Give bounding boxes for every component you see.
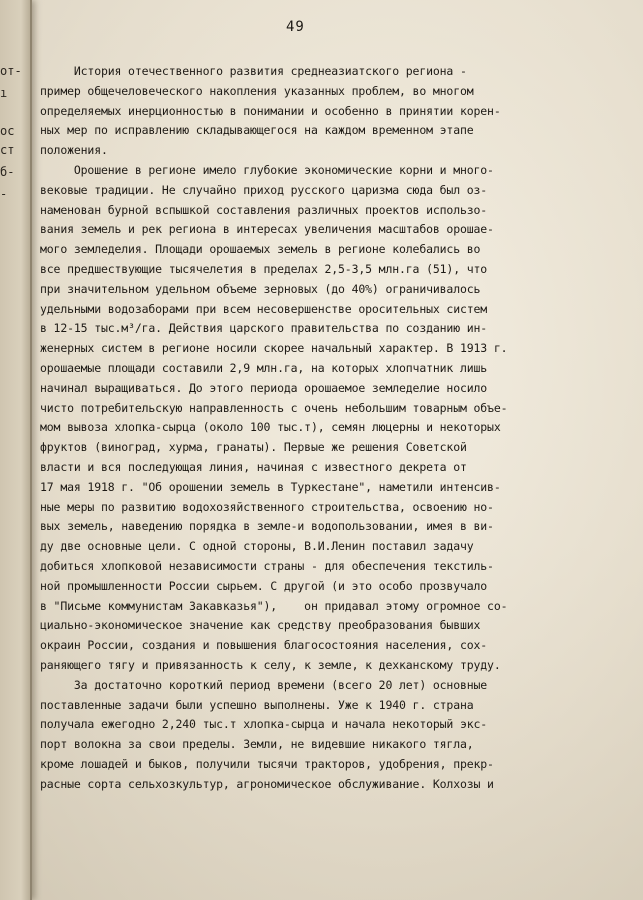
margin-fragment: от- bbox=[0, 64, 22, 78]
text-line: вания земель и рек региона в интересах увеличения масштабов орошае- bbox=[40, 222, 494, 237]
margin-fragment: б- bbox=[0, 165, 15, 179]
text-line: ных мер по исправлению складывающегося на каждом временном этапе bbox=[40, 123, 474, 138]
text-line: фруктов (виноград, хурма, гранаты). Первые же решения Советской bbox=[40, 440, 467, 455]
text-line: История отечественного развития среднеазиатского региона - bbox=[40, 64, 467, 78]
text-line: ду две основные цели. С одной стороны, В.И.Ленин поставил задачу bbox=[40, 539, 474, 554]
text-line: получала ежегодно 2,240 тыс.т хлопка-сырца и начала некоторый экс- bbox=[40, 717, 488, 732]
margin-fragment: ос bbox=[0, 124, 15, 138]
text-line: наменован бурной вспышкой составления различных проектов использо- bbox=[40, 202, 488, 217]
text-line: За достаточно короткий период времени (всего 20 лет) основные bbox=[40, 677, 488, 692]
text-line: начинал выращиваться. До этого периода орошаемое земледелие носило bbox=[40, 380, 488, 395]
text-line: раняющего тягу и привязанность к селу, к земле, к дехканскому труду. bbox=[40, 657, 501, 672]
body-text bbox=[40, 62, 630, 794]
text-line: окраин России, создания и повышения благосостояния населения, сох- bbox=[40, 638, 488, 653]
text-line: удельными водозаборами при всем несовершенстве оросительных систем bbox=[40, 301, 488, 316]
text-line: положения. bbox=[40, 143, 108, 158]
margin-fragment: ст bbox=[0, 143, 15, 157]
text-line: вековые традиции. Не случайно приход русского царизма сюда был оз- bbox=[40, 182, 488, 197]
text-line: все предшествующие тысячелетия в пределах 2,5-3,5 млн.га (51), что bbox=[40, 261, 488, 276]
text-line: циально-экономическое значение как средству преобразования бывших bbox=[40, 618, 481, 633]
text-line: добиться хлопковой независимости страны - для обеспечения текстиль- bbox=[40, 558, 494, 573]
text-line: орошаемые площади составили 2,9 млн.га, на которых хлопчатник лишь bbox=[40, 360, 488, 375]
text-line: 17 мая 1918 г. "Об орошении земель в Туркестане", наметили интенсив- bbox=[40, 479, 501, 494]
margin-fragment: ı bbox=[0, 86, 8, 100]
text-line: ной промышленности России сырьем. С другой (и это особо прозвучало bbox=[40, 578, 488, 593]
text-line: кроме лошадей и быков, получили тысячи тракторов, удобрения, прекр- bbox=[40, 756, 494, 771]
margin-fragment: - bbox=[0, 187, 8, 201]
text-line: порт волокна за свои пределы. Земли, не видевшие никакого тягла, bbox=[40, 737, 474, 752]
text-line: мом вывоза хлопка-сырца (около 100 тыс.т), семян люцерны и некоторых bbox=[40, 420, 501, 435]
page-number: 49 bbox=[286, 19, 305, 35]
text-line: мого земледелия. Площади орошаемых земель в регионе колебались во bbox=[40, 242, 481, 257]
text-line: ные меры по развитию водохозяйственного строительства, освоению но- bbox=[40, 499, 494, 514]
text-line: расные сорта сельхозкультур, агрономическое обслуживание. Колхозы и bbox=[40, 776, 494, 791]
text-line: власти и вся последующая линия, начиная с известного декрета от bbox=[40, 459, 467, 474]
text-line: определяемых инерционностью в понимании и особенно в принятии корен- bbox=[40, 103, 501, 118]
text-line: поставленные задачи были успешно выполнены. Уже к 1940 г. страна bbox=[40, 697, 474, 712]
text-line: вых земель, наведению порядка в земле-и водопользовании, имея в ви- bbox=[40, 519, 494, 534]
text-line: пример общечеловеческого накопления указанных проблем, во многом bbox=[40, 83, 474, 98]
text-line: Орошение в регионе имело глубокие экономические корни и много- bbox=[40, 162, 494, 177]
text-line: в "Письме коммунистам Закавказья"), он придавал этому огромное со- bbox=[40, 598, 508, 613]
text-line: чисто потребительскую направленность с очень небольшим товарным объе- bbox=[40, 400, 508, 415]
text-line: при значительном удельном объеме зерновых (до 40%) ограничивалось bbox=[40, 281, 481, 296]
text-line: женерных систем в регионе носили скорее начальный характер. В 1913 г. bbox=[40, 341, 508, 356]
text-line: в 12-15 тыс.м³/га. Действия царского правительства по созданию ин- bbox=[40, 321, 488, 336]
